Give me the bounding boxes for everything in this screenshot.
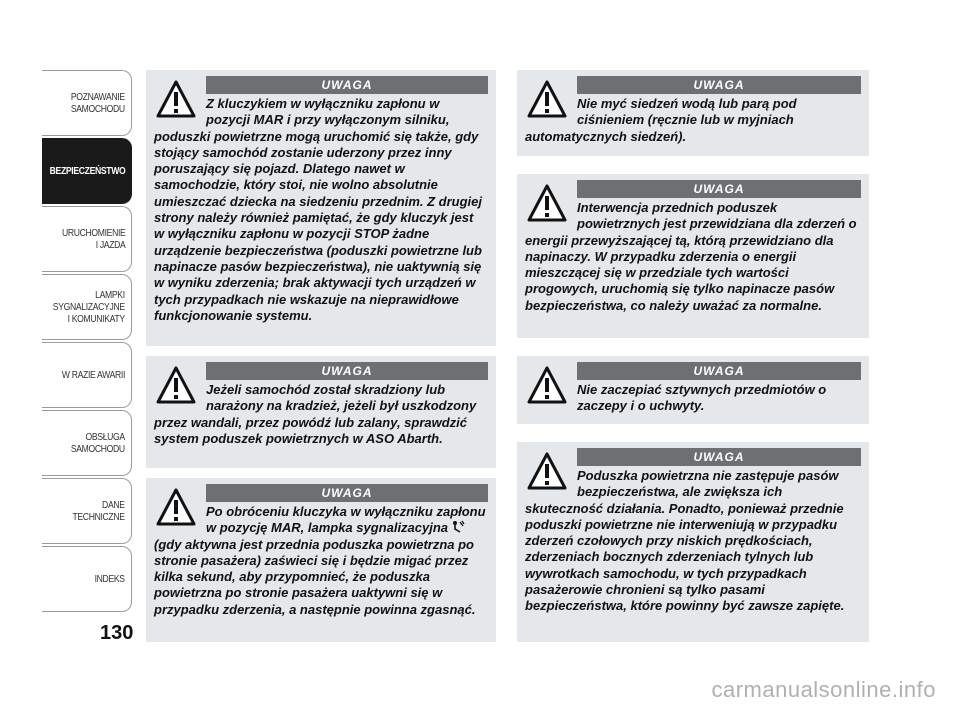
tab-poznawanie-samochodu[interactable]: POZNAWANIE SAMOCHODU (42, 70, 132, 136)
warning-title: UWAGA (206, 484, 488, 502)
warning-box (517, 442, 869, 642)
watermark: carmanualsonline.info (711, 677, 936, 702)
tab-lampki-sygnalizacyjne[interactable]: LAMPKI SYGNALIZACYJNE I KOMUNIKATY (42, 274, 132, 340)
warning-box (517, 356, 869, 424)
warning-title: UWAGA (577, 76, 861, 94)
warning-title: UWAGA (206, 362, 488, 380)
warning-text: Poduszka powietrzna nie zastępuje pasów bezpieczeństwa, ale zwiększa ich skuteczność działania. Ponadto, ponieważ przednie poduszki powietrzne nie interweniują w przypadku zderzeń czołowych przy niskich prędkościach, zderzeniach bocznych zderzeniach tylnych lub wywrotkach samochodu, w tych przypadkach pasażerowie chronieni są tylko pasami bezpieczeństwa, które powinny być zawsze zapięte. (525, 468, 845, 614)
tab-dane-techniczne[interactable]: DANE TECHNICZNE (42, 478, 132, 544)
warning-triangle-icon (156, 488, 196, 526)
warning-triangle-icon (156, 80, 196, 118)
section-tabs (42, 70, 132, 614)
airbag-warning-lamp-icon (452, 520, 465, 533)
warning-triangle-icon (527, 80, 567, 118)
warning-box (517, 174, 869, 338)
warning-box (146, 356, 496, 468)
tab-obsluga-samochodu[interactable]: OBSŁUGA SAMOCHODU (42, 410, 132, 476)
warning-title: UWAGA (577, 448, 861, 466)
tab-uruchomienie-i-jazda[interactable]: URUCHOMIENIE I JAZDA (42, 206, 132, 272)
warning-text: Po obróceniu kluczyka w wyłączniku zapłonu w pozycję MAR, lampka sygnalizacyjna (gdy aktywna jest przednia poduszka powietrzna po stronie pasażera) zaświeci się i będzie migać przez kilka sekund, aby przypomnieć, że poduszka powietrzna po stronie pasażera uaktywni się w przypadku zderzenia, a następnie powinna zgasnąć. (154, 504, 486, 617)
warning-text: Interwencja przednich poduszek powietrznych jest przewidziana dla zderzeń o energii przewyższającej tą, którą przewidziano dla napinaczy. W przypadku zderzenia o energii mieszczącej się w przedziale tych wartości progowych, uruchomią się tylko napinacze pasów bezpieczeństwa, co należy uważać za normalne. (525, 200, 857, 313)
warning-triangle-icon (527, 452, 567, 490)
tab-w-razie-awarii[interactable]: W RAZIE AWARII (42, 342, 132, 408)
warning-box (146, 70, 496, 346)
warning-triangle-icon (527, 184, 567, 222)
tab-indeks[interactable]: INDEKS (42, 546, 132, 612)
warning-title: UWAGA (206, 76, 488, 94)
page-number: 130 (100, 622, 134, 644)
warning-text: Nie zaczepiać sztywnych przedmiotów o zaczepy i o uchwyty. (577, 382, 827, 414)
warning-triangle-icon (156, 366, 196, 404)
warning-text: Jeżeli samochód został skradziony lub narażony na kradzież, jeżeli był uszkodzony przez wandali, przez powódź lub zalany, sprawdzić system poduszek powietrznych w ASO Abarth. (154, 382, 477, 446)
tab-bezpieczenstwo[interactable]: BEZPIECZEŃSTWO (42, 138, 132, 204)
warning-title: UWAGA (577, 180, 861, 198)
warning-title: UWAGA (577, 362, 861, 380)
warning-box (146, 478, 496, 642)
warning-triangle-icon (527, 366, 567, 404)
warning-text: Nie myć siedzeń wodą lub parą pod ciśnieniem (ręcznie lub w myjniach automatycznych siedzeń). (525, 96, 797, 144)
warning-text: Z kluczykiem w wyłączniku zapłonu w pozycji MAR i przy wyłączonym silniku, poduszki powietrzne mogą uruchomić się także, gdy stojący samochód zostanie uderzony przez inny poruszający się pojazd. Dlatego nawet w samochodzie, który stoi, nie wolno absolutnie umieszczać dziecka na siedzeniu przednim. Z drugiej strony należy również pamiętać, że gdy kluczyk jest w wyłączniku zapłonu w pozycji STOP żadne urządzenie bezpieczeństwa (poduszki powietrzne lub napinacze pasów bezpieczeństwa), nie uaktywnią się w wyniku zderzenia; brak aktywacji tych urządzeń w tych przypadkach nie wskazuje na nieprawidłowe funkcjonowanie systemu. (154, 96, 482, 323)
warning-box (517, 70, 869, 156)
